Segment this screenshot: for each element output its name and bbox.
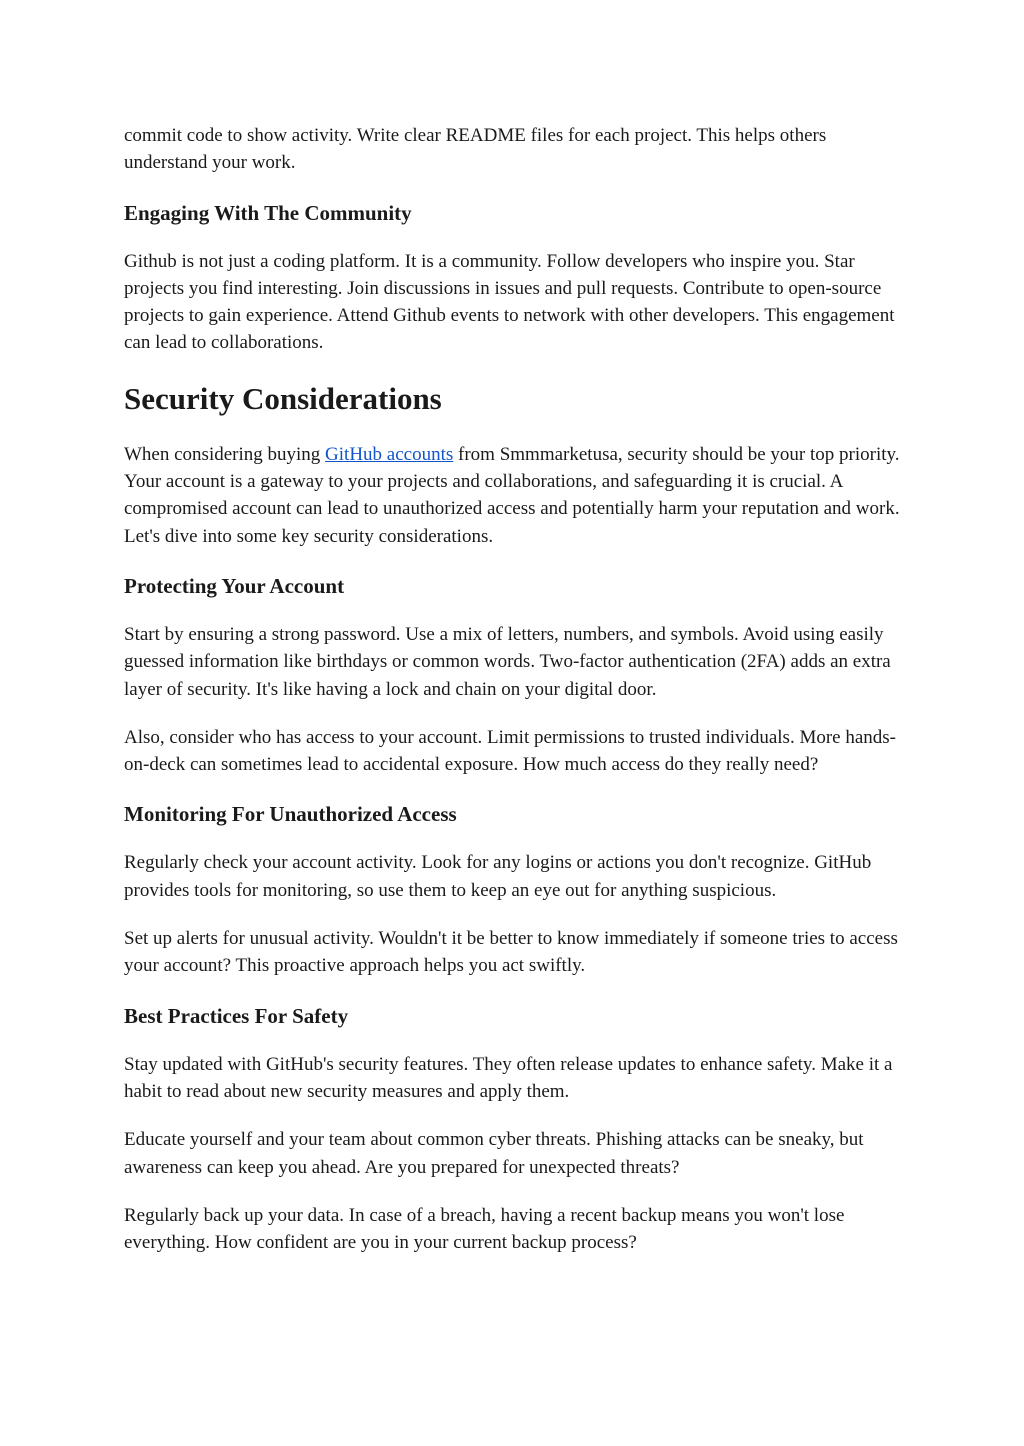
monitoring-paragraph-1: Regularly check your account activity. Look for any logins or actions you don't recognize. GitHub provides tools for monitoring, so use them to keep an eye out for anything suspicious. (124, 852, 872, 901)
best-practices-paragraph-3: Regularly back up your data. In case of a breach, having a recent backup means you won't lose everything. How confident are you in your current backup process? (124, 1204, 845, 1254)
best-practices-paragraph-1: Stay updated with GitHub's security features. They often release updates to enhance safety. Make it a habit to read about new security measures and apply them. (124, 1053, 893, 1102)
protecting-paragraph-1: Start by ensuring a strong password. Use a mix of letters, numbers, and symbols. Avoid using easily guessed information like birthdays or common words. Two-factor authentication (2FA) adds an extra layer of security. It's like having a lock and chain on your digital door. (124, 623, 891, 700)
best-practices-paragraph-2: Educate yourself and your team about common cyber threats. Phishing attacks can be sneaky, but awareness can keep you ahead. Are you prepared for unexpected threats? (124, 1129, 864, 1178)
document-page (124, 122, 904, 1256)
security-text-before-link: When considering buying (124, 443, 326, 465)
github-accounts-link[interactable]: GitHub accounts (325, 443, 454, 465)
monitoring-paragraph-2: Set up alerts for unusual activity. Wouldn't it be better to know immediately if someone tries to access your account? This proactive approach helps you act swiftly. (124, 928, 898, 977)
community-heading: Engaging With The Community (124, 200, 412, 225)
protecting-paragraph-2: Also, consider who has access to your account. Limit permissions to trusted individuals. More hands-on-deck can sometimes lead to accidental exposure. How much access do they really need? (124, 726, 897, 776)
monitoring-heading: Monitoring For Unauthorized Access (124, 802, 457, 827)
intro-paragraph: commit code to show activity. Write clear README files for each project. This helps others understand your work. (124, 125, 827, 174)
security-text-after-link: from Smmmarketusa, security should be your top priority. Your account is a gateway to your projects and collaborations, and safeguarding it is crucial. A compromised account can lead to unauthorized access and potentially harm your reputation and work. Let's dive into some key security considerations. (124, 443, 900, 547)
community-paragraph: Github is not just a coding platform. It is a community. Follow developers who inspire you. Star projects you find interesting. Join discussions in issues and pull requests. Contribute to open-source projects to gain experience. Attend Github events to network with other developers. This engagement can lead to collaborations. (124, 250, 895, 354)
protecting-heading: Protecting Your Account (124, 573, 345, 598)
security-heading: Security Considerations (124, 380, 442, 416)
best-practices-heading: Best Practices For Safety (124, 1003, 349, 1028)
security-paragraph (124, 441, 904, 550)
